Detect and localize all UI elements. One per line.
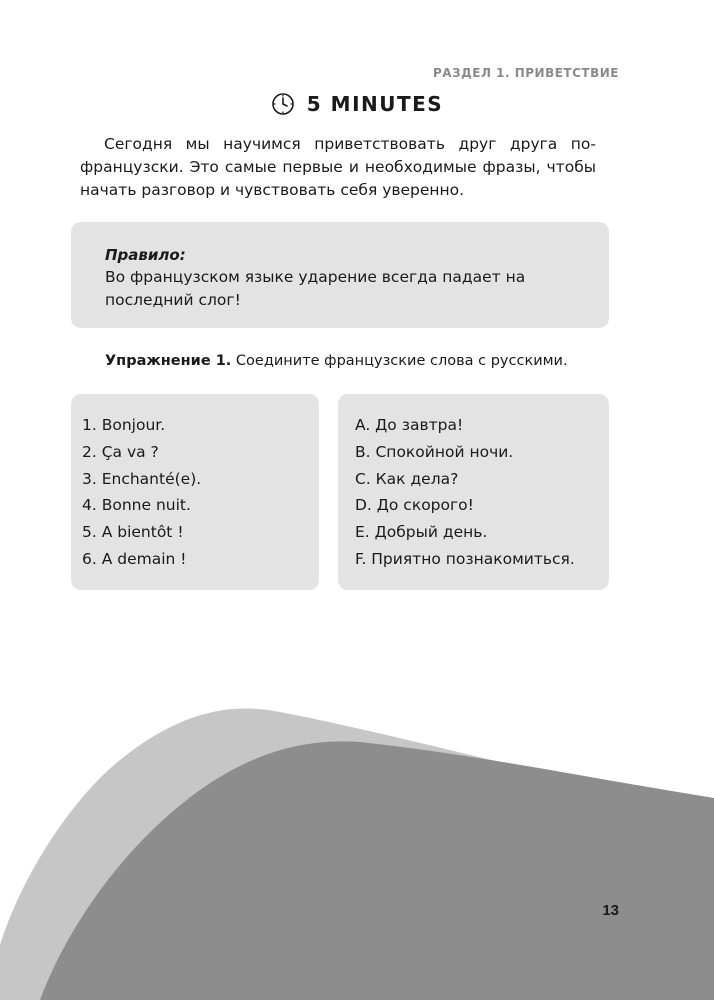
- page-title: 5 MINUTES: [306, 92, 444, 116]
- section-label: РАЗДЕЛ 1. ПРИВЕТСТВИЕ: [432, 66, 619, 80]
- page-number: 13: [602, 902, 619, 919]
- exercise-instruction: Соедините французские слова с русскими.: [231, 353, 568, 369]
- russian-item: E. Добрый день.: [355, 523, 488, 542]
- decorative-wave-shapes: [0, 680, 714, 1000]
- title-row: [0, 92, 714, 116]
- french-item: 6. A demain !: [82, 549, 187, 568]
- rule-box: [71, 222, 609, 328]
- exercise-label: Упражнение 1.: [105, 353, 232, 369]
- french-item: 1. Bonjour.: [82, 416, 166, 434]
- exercise-heading: [105, 350, 625, 372]
- rule-text-content: Во французском языке ударение всегда падает на последний слог!: [105, 268, 526, 309]
- french-item: 5. A bientôt !: [82, 523, 184, 542]
- russian-item: C. Как дела?: [355, 469, 459, 488]
- rule-title: Правило:: [105, 246, 186, 264]
- clock-icon: [271, 92, 295, 116]
- french-item: 3. Enchanté(e).: [82, 469, 202, 488]
- french-item: 2. Ça va ?: [82, 442, 159, 461]
- russian-list: [338, 394, 609, 590]
- russian-item: D. До скорого!: [355, 496, 474, 515]
- russian-item: B. Спокойной ночи.: [355, 442, 514, 461]
- intro-paragraph: Сегодня мы научимся приветствовать друг друга по-французски. Это самые первые и необходимые фразы, чтобы начать разговор и чувствовать себя уверенно.: [80, 135, 596, 199]
- french-list: [71, 394, 319, 590]
- french-item: 4. Bonne nuit.: [82, 496, 191, 515]
- rule-text: [105, 266, 595, 312]
- russian-item: F. Приятно познакомиться.: [355, 549, 575, 568]
- russian-item: A. До завтра!: [355, 416, 464, 434]
